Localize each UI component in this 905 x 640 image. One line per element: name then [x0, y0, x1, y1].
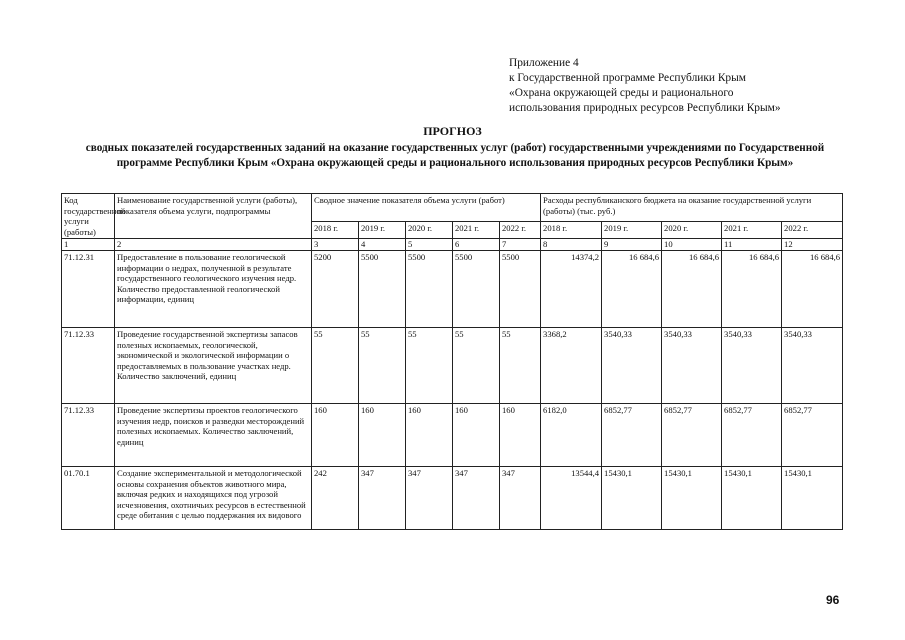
volume-cell: 160	[359, 404, 406, 467]
volume-cell: 160	[500, 404, 541, 467]
column-number: 12	[782, 239, 843, 251]
expense-cell: 15430,1	[722, 467, 782, 530]
document-subtitle: сводных показателей государственных заданий на оказание государственных услуг (работ) государственными учреждениями по Государственной программе Республики Крым «Охрана окружающей среды и рационального использования природных ресурсов Республики Крым»	[85, 142, 825, 169]
volume-cell: 347	[359, 467, 406, 530]
expense-cell: 3540,33	[602, 328, 662, 404]
expense-cell: 15430,1	[782, 467, 843, 530]
page-number: 96	[826, 593, 840, 607]
expense-cell: 15430,1	[602, 467, 662, 530]
forecast-table	[61, 193, 843, 530]
column-number: 9	[602, 239, 662, 251]
expense-cell: 16 684,6	[722, 251, 782, 328]
expense-cell: 6852,77	[662, 404, 722, 467]
column-number: 10	[662, 239, 722, 251]
volume-cell: 160	[406, 404, 453, 467]
header-year: 2021 г.	[453, 222, 500, 239]
expense-cell: 3540,33	[662, 328, 722, 404]
expense-cell: 14374,2	[541, 251, 602, 328]
table-row	[62, 467, 843, 530]
appendix-header	[509, 56, 781, 116]
volume-cell: 160	[312, 404, 359, 467]
row-code: 71.12.33	[62, 404, 115, 467]
column-number: 5	[406, 239, 453, 251]
header-row	[62, 194, 843, 222]
row-name: Проведение экспертизы проектов геологического изучения недр, поисков и разведки месторождений полезных ископаемых. Количество заключений, единиц	[115, 404, 312, 467]
row-name: Создание экспериментальной и методологической основы сохранения объектов животного мира, включая редких и находящихся под угрозой исчезновения, охотничьих ресурсов в естественной среде обитания с целью поддержания их видового	[115, 467, 312, 530]
volume-cell: 5200	[312, 251, 359, 328]
column-number: 4	[359, 239, 406, 251]
expense-cell: 16 684,6	[602, 251, 662, 328]
header-year: 2021 г.	[722, 222, 782, 239]
column-number: 11	[722, 239, 782, 251]
volume-cell: 160	[453, 404, 500, 467]
expense-cell: 6182,0	[541, 404, 602, 467]
column-number: 6	[453, 239, 500, 251]
volume-cell: 5500	[406, 251, 453, 328]
appendix-line: Приложение 4	[509, 57, 579, 69]
volume-cell: 55	[453, 328, 500, 404]
document-title: ПРОГНОЗ	[423, 124, 482, 138]
header-year: 2020 г.	[662, 222, 722, 239]
column-number: 3	[312, 239, 359, 251]
volume-cell: 55	[500, 328, 541, 404]
header-year: 2018 г.	[312, 222, 359, 239]
expense-cell: 3368,2	[541, 328, 602, 404]
column-numbers-row	[62, 239, 843, 251]
header-year: 2022 г.	[500, 222, 541, 239]
volume-cell: 242	[312, 467, 359, 530]
expense-cell: 16 684,6	[662, 251, 722, 328]
appendix-line: использования природных ресурсов Республики Крым»	[509, 102, 781, 114]
row-name: Проведение государственной экспертизы запасов полезных ископаемых, геологической, экономической и экологической информации о предоставляемых в пользование участках недр. Количество заключений, единиц	[115, 328, 312, 404]
column-number: 7	[500, 239, 541, 251]
expense-cell: 15430,1	[662, 467, 722, 530]
header-year: 2020 г.	[406, 222, 453, 239]
expense-cell: 13544,4	[541, 467, 602, 530]
header-expense-group: Расходы республиканского бюджета на оказание государственной услуги (работы) (тыс. руб.)	[541, 194, 843, 222]
column-number: 1	[62, 239, 115, 251]
expense-cell: 3540,33	[722, 328, 782, 404]
header-year: 2022 г.	[782, 222, 843, 239]
expense-cell: 6852,77	[602, 404, 662, 467]
row-name: Предоставление в пользование геологической информации о недрах, полученной в результате государственного геологического изучения недр. Количество предоставленной геологической информации, единиц	[115, 251, 312, 328]
expense-cell: 16 684,6	[782, 251, 843, 328]
volume-cell: 55	[312, 328, 359, 404]
volume-cell: 55	[359, 328, 406, 404]
header-code: Код государственной услуги (работы)	[62, 194, 115, 239]
row-code: 71.12.33	[62, 328, 115, 404]
expense-cell: 3540,33	[782, 328, 843, 404]
volume-cell: 5500	[359, 251, 406, 328]
header-name: Наименование государственной услуги (работы), показателя объема услуги, подпрограммы	[115, 194, 312, 239]
table-row	[62, 328, 843, 404]
column-number: 2	[115, 239, 312, 251]
expense-cell: 6852,77	[722, 404, 782, 467]
volume-cell: 347	[500, 467, 541, 530]
expense-cell: 6852,77	[782, 404, 843, 467]
volume-cell: 55	[406, 328, 453, 404]
volume-cell: 5500	[500, 251, 541, 328]
appendix-line: «Охрана окружающей среды и рационального	[509, 87, 734, 99]
header-year: 2019 г.	[602, 222, 662, 239]
row-code: 71.12.31	[62, 251, 115, 328]
volume-cell: 5500	[453, 251, 500, 328]
volume-cell: 347	[453, 467, 500, 530]
column-number: 8	[541, 239, 602, 251]
header-volume-group: Сводное значение показателя объема услуги (работ)	[312, 194, 541, 222]
table-row	[62, 251, 843, 328]
header-year: 2019 г.	[359, 222, 406, 239]
header-year: 2018 г.	[541, 222, 602, 239]
appendix-line: к Государственной программе Республики Крым	[509, 72, 746, 84]
table-row	[62, 404, 843, 467]
row-code: 01.70.1	[62, 467, 115, 530]
volume-cell: 347	[406, 467, 453, 530]
